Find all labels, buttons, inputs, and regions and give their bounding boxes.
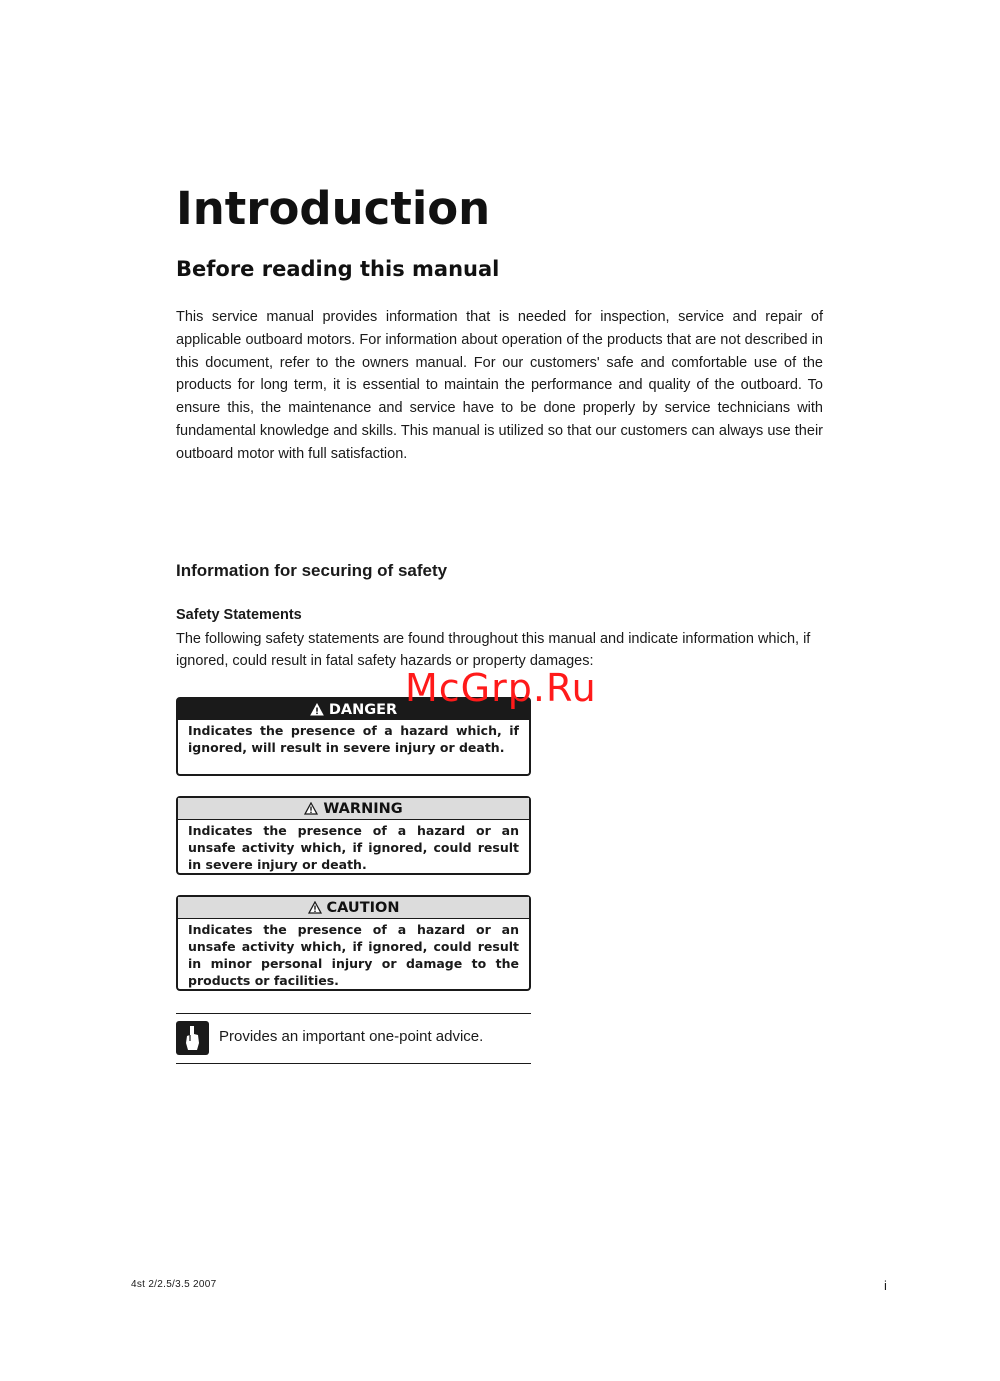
warning-box [176,796,531,875]
advice-bottom-rule [176,1063,531,1064]
warning-label: WARNING [323,800,403,817]
watermark: McGrp.Ru [405,666,597,710]
footer-model: 4st 2/2.5/3.5 2007 [131,1279,217,1290]
danger-text: Indicates the presence of a hazard which, if ignored, will result in severe injury or death. [188,723,519,755]
warning-text: Indicates the presence of a hazard or an unsafe activity which, if ignored, could result in severe injury or death. [188,823,519,872]
section-heading-safety: Information for securing of safety [176,561,448,580]
advice-top-rule [176,1013,531,1014]
warning-triangle-icon [304,802,318,815]
caution-label: CAUTION [326,899,400,916]
advice-text: Provides an important one-point advice. [219,1028,484,1045]
caution-header [178,897,529,919]
danger-label: DANGER [328,701,398,718]
caution-box [176,895,531,991]
caution-text: Indicates the presence of a hazard or an unsafe activity which, if ignored, could result in minor personal injury or damage to the products or facilities. [188,922,519,988]
intro-paragraph: This service manual provides information that is needed for inspection, service and repair of applicable outboard motors. For information about operation of the products that are not described in this document, refer to the owners manual. For our customers' safe and comfortable use of the products for long term, it is essential to maintain the performance and quality of the outboard. To ensure this, the maintenance and service have to be done properly by service technicians with fundamental knowledge and skills. This manual is utilized so that our customers can always use their outboard motor with full satisfaction. [176,309,823,462]
warning-triangle-icon [310,703,324,716]
section-heading-before-reading: Before reading this manual [176,257,500,281]
safety-statements-subheading: Safety Statements [176,607,302,623]
warning-triangle-icon [308,901,322,914]
page-title: Introduction [176,182,491,235]
pointing-hand-icon [176,1021,209,1055]
safety-paragraph: The following safety statements are found throughout this manual and indicate information which, if ignored, could result in fatal safety hazards or property damages: [176,631,811,669]
footer-page-number: i [884,1278,887,1293]
warning-header [178,798,529,820]
